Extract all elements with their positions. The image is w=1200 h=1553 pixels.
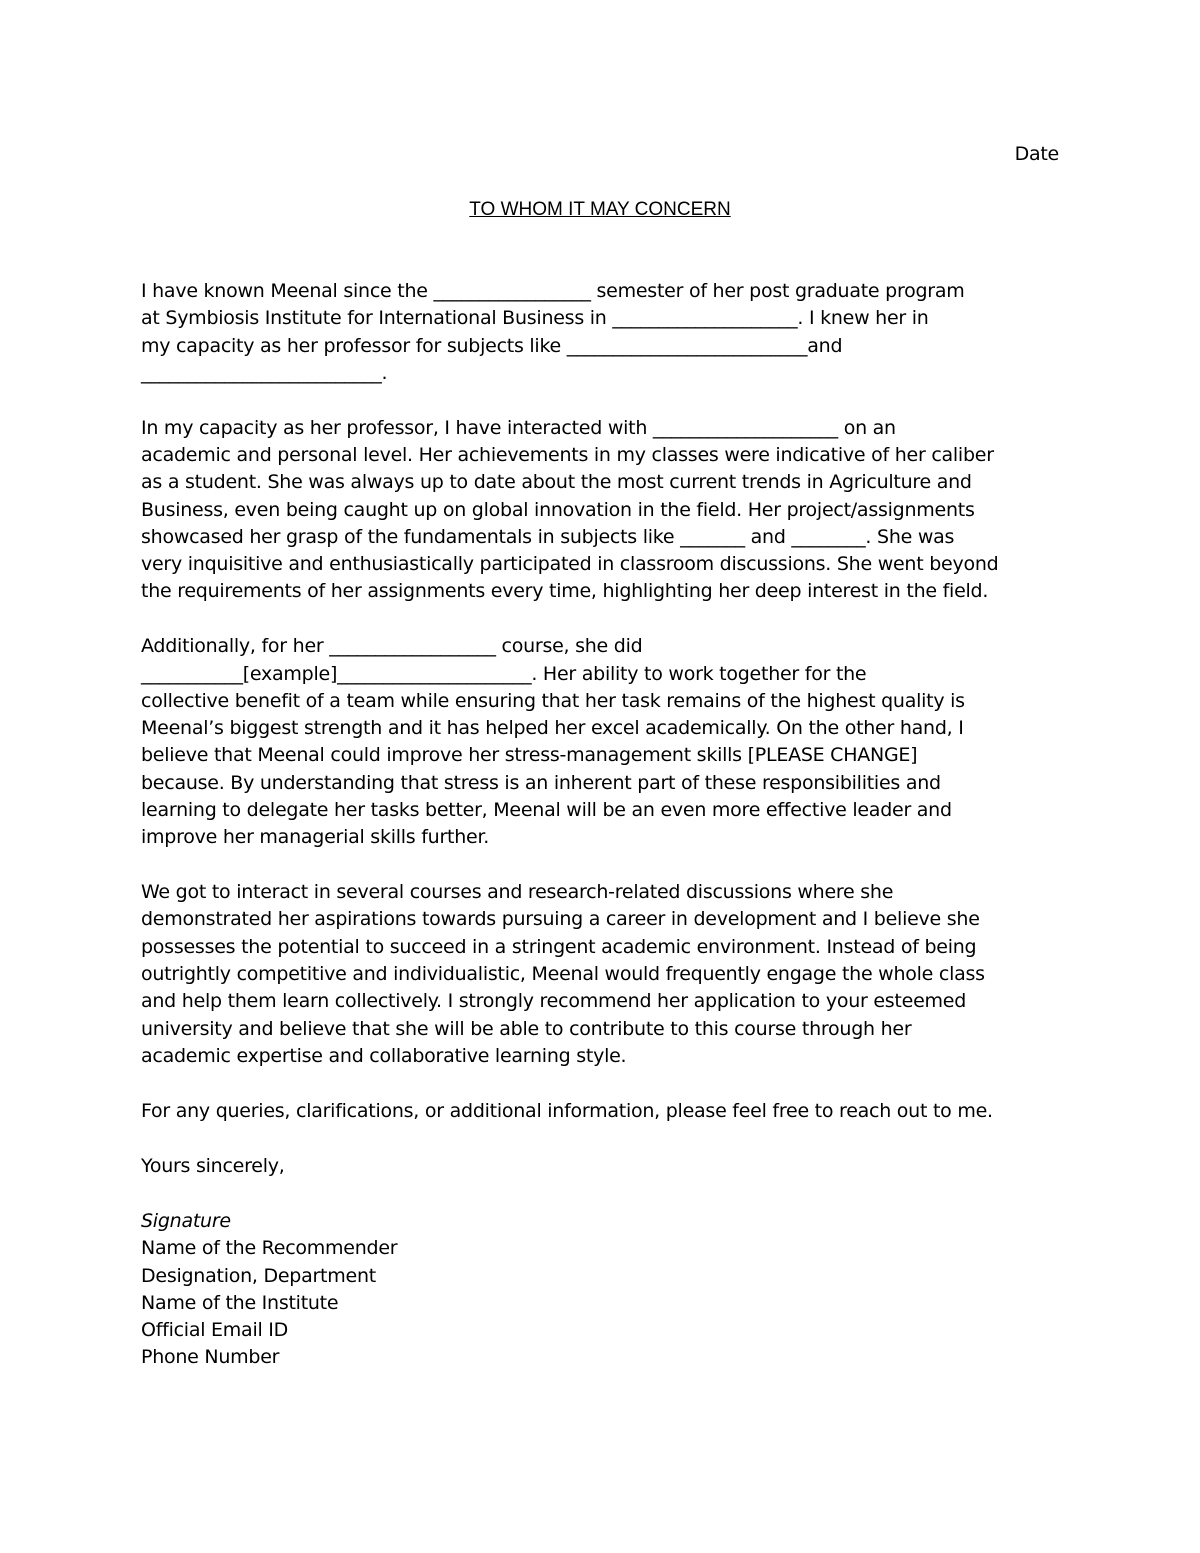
paragraph-additionally xyxy=(141,633,1081,851)
text-line: academic expertise and collaborative learning style. xyxy=(141,1044,627,1067)
text-line: Meenal’s biggest strength and it has helped her excel academically. On the other hand, I xyxy=(141,717,964,740)
text-line: possesses the potential to succeed in a stringent academic environment. Instead of being xyxy=(141,935,977,958)
signature-block xyxy=(141,1208,397,1372)
text-line: at Symbiosis Institute for International Business in ____________________. I knew her in xyxy=(141,307,929,330)
closing-salutation xyxy=(141,1153,285,1180)
text-line: We got to interact in several courses and research-related discussions where she xyxy=(141,881,894,904)
phone-number: Phone Number xyxy=(141,1346,280,1369)
text-line: Business, even being caught up on global innovation in the field. Her project/assignments xyxy=(141,498,975,521)
institute-name: Name of the Institute xyxy=(141,1291,339,1314)
paragraph-interaction xyxy=(141,879,1081,1070)
paragraph-capacity xyxy=(141,415,1081,606)
date-field: Date xyxy=(1014,143,1059,165)
text-line: and help them learn collectively. I strongly recommend her application to your esteemed xyxy=(141,990,967,1013)
text-line: __________________________. xyxy=(141,361,388,384)
salutation-text: Yours sincerely, xyxy=(141,1155,285,1177)
paragraph-queries xyxy=(141,1098,1081,1125)
official-email: Official Email ID xyxy=(141,1319,289,1342)
text-line: believe that Meenal could improve her stress-management skills [PLEASE CHANGE] xyxy=(141,744,918,767)
text-line: learning to delegate her tasks better, Meenal will be an even more effective leader and xyxy=(141,799,952,822)
text-line: In my capacity as her professor, I have interacted with ____________________ on an xyxy=(141,416,896,439)
text-line: as a student. She was always up to date about the most current trends in Agriculture and xyxy=(141,471,972,494)
text-line: Additionally, for her __________________ course, she did xyxy=(141,635,643,658)
text-line: ___________[example]_____________________. Her ability to work together for the xyxy=(141,662,867,685)
text-line: For any queries, clarifications, or additional information, please feel free to reach out to me. xyxy=(141,1099,993,1122)
text-line: I have known Meenal since the _________________ semester of her post graduate program xyxy=(141,280,965,302)
text-line: academic and personal level. Her achievements in my classes were indicative of her caliber xyxy=(141,443,994,466)
text-line: showcased her grasp of the fundamentals in subjects like _______ and ________. She was xyxy=(141,525,955,548)
text-line: improve her managerial skills further. xyxy=(141,826,490,849)
recommender-name: Name of the Recommender xyxy=(141,1237,398,1260)
text-line: the requirements of her assignments every time, highlighting her deep interest in the field. xyxy=(141,580,989,603)
text-line: my capacity as her professor for subjects like __________________________and xyxy=(141,334,843,357)
letter-title: TO WHOM IT MAY CONCERN xyxy=(469,199,731,220)
text-line: because. By understanding that stress is an inherent part of these responsibilities and xyxy=(141,771,941,794)
text-line: university and believe that she will be able to contribute to this course through her xyxy=(141,1017,912,1040)
letter-body xyxy=(141,278,1081,1153)
text-line: outrightly competitive and individualistic, Meenal would frequently engage the whole class xyxy=(141,963,985,986)
designation-department: Designation, Department xyxy=(141,1264,376,1287)
text-line: collective benefit of a team while ensuring that her task remains of the highest quality is xyxy=(141,689,965,712)
signature-placeholder: Signature xyxy=(141,1210,231,1232)
text-line: demonstrated her aspirations towards pursuing a career in development and I believe she xyxy=(141,908,980,931)
paragraph-intro xyxy=(141,278,1081,387)
text-line: very inquisitive and enthusiastically participated in classroom discussions. She went beyond xyxy=(141,553,999,576)
